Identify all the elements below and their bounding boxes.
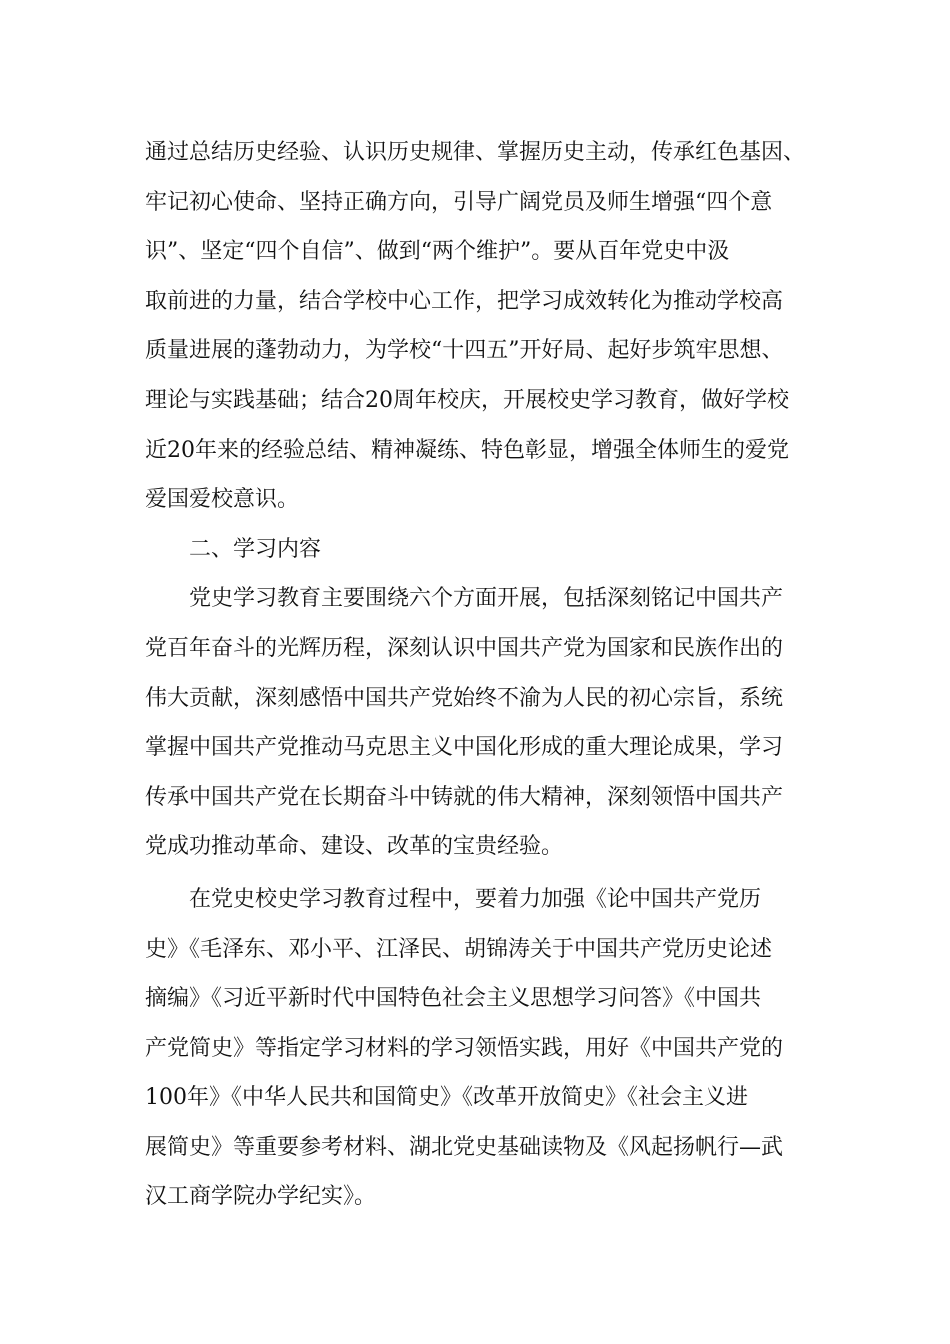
text-line: 史》《毛泽东、邓小平、江泽民、胡锦涛关于中国共产党历史论述: [145, 936, 773, 962]
text-line: 近20年来的经验总结、精神凝练、特色彰显，增强全体师生的爱党: [145, 437, 789, 463]
text-line: 掌握中国共产党推动马克思主义中国化形成的重大理论成果，学习: [145, 735, 784, 761]
section-heading: 二、学习内容: [189, 536, 322, 562]
text-line: 在党史校史学习教育过程中，要着力加强《论中国共产党历: [189, 886, 762, 912]
text-line: 产党简史》等指定学习材料的学习领悟实践，用好《中国共产党的: [145, 1035, 784, 1061]
text-line: 识”、坚定“四个自信”、做到“两个维护”。要从百年党史中汲: [145, 239, 730, 265]
text-line: 爱国爱校意识。: [145, 487, 300, 513]
text-line: 摘编》《习近平新时代中国特色社会主义思想学习问答》《中国共: [145, 986, 762, 1012]
text-line: 汉工商学院办学纪实》。: [145, 1184, 377, 1210]
document-body: [145, 128, 810, 1222]
text-line: 理论与实践基础；结合20周年校庆，开展校史学习教育，做好学校: [145, 387, 789, 413]
text-line: 取前进的力量，结合学校中心工作，把学习成效转化为推动学校高: [145, 288, 784, 314]
text-line: 传承中国共产党在长期奋斗中铸就的伟大精神，深刻领悟中国共产: [145, 784, 784, 810]
text-line: 党史学习教育主要围绕六个方面开展，包括深刻铭记中国共产: [189, 586, 784, 612]
text-line: 质量进展的蓬勃动力，为学校“十四五”开好局、起好步筑牢思想、: [145, 338, 784, 364]
text-line: 牢记初心使命、坚持正确方向，引导广阔党员及师生增强“四个意: [145, 189, 773, 215]
text-line: 100年》《中华人民共和国简史》《改革开放简史》《社会主义进: [145, 1085, 748, 1111]
text-line: 通过总结历史经验、认识历史规律、掌握历史主动，传承红色基因、: [145, 140, 806, 165]
text-line: 党成功推动革命、建设、改革的宝贵经验。: [145, 834, 564, 860]
text-line: 伟大贡献，深刻感悟中国共产党始终不渝为人民的初心宗旨，系统: [145, 685, 784, 711]
text-line: 党百年奋斗的光辉历程，深刻认识中国共产党为国家和民族作出的: [145, 635, 784, 661]
text-line: 展简史》等重要参考材料、湖北党史基础读物及《风起扬帆行—武: [145, 1134, 784, 1160]
